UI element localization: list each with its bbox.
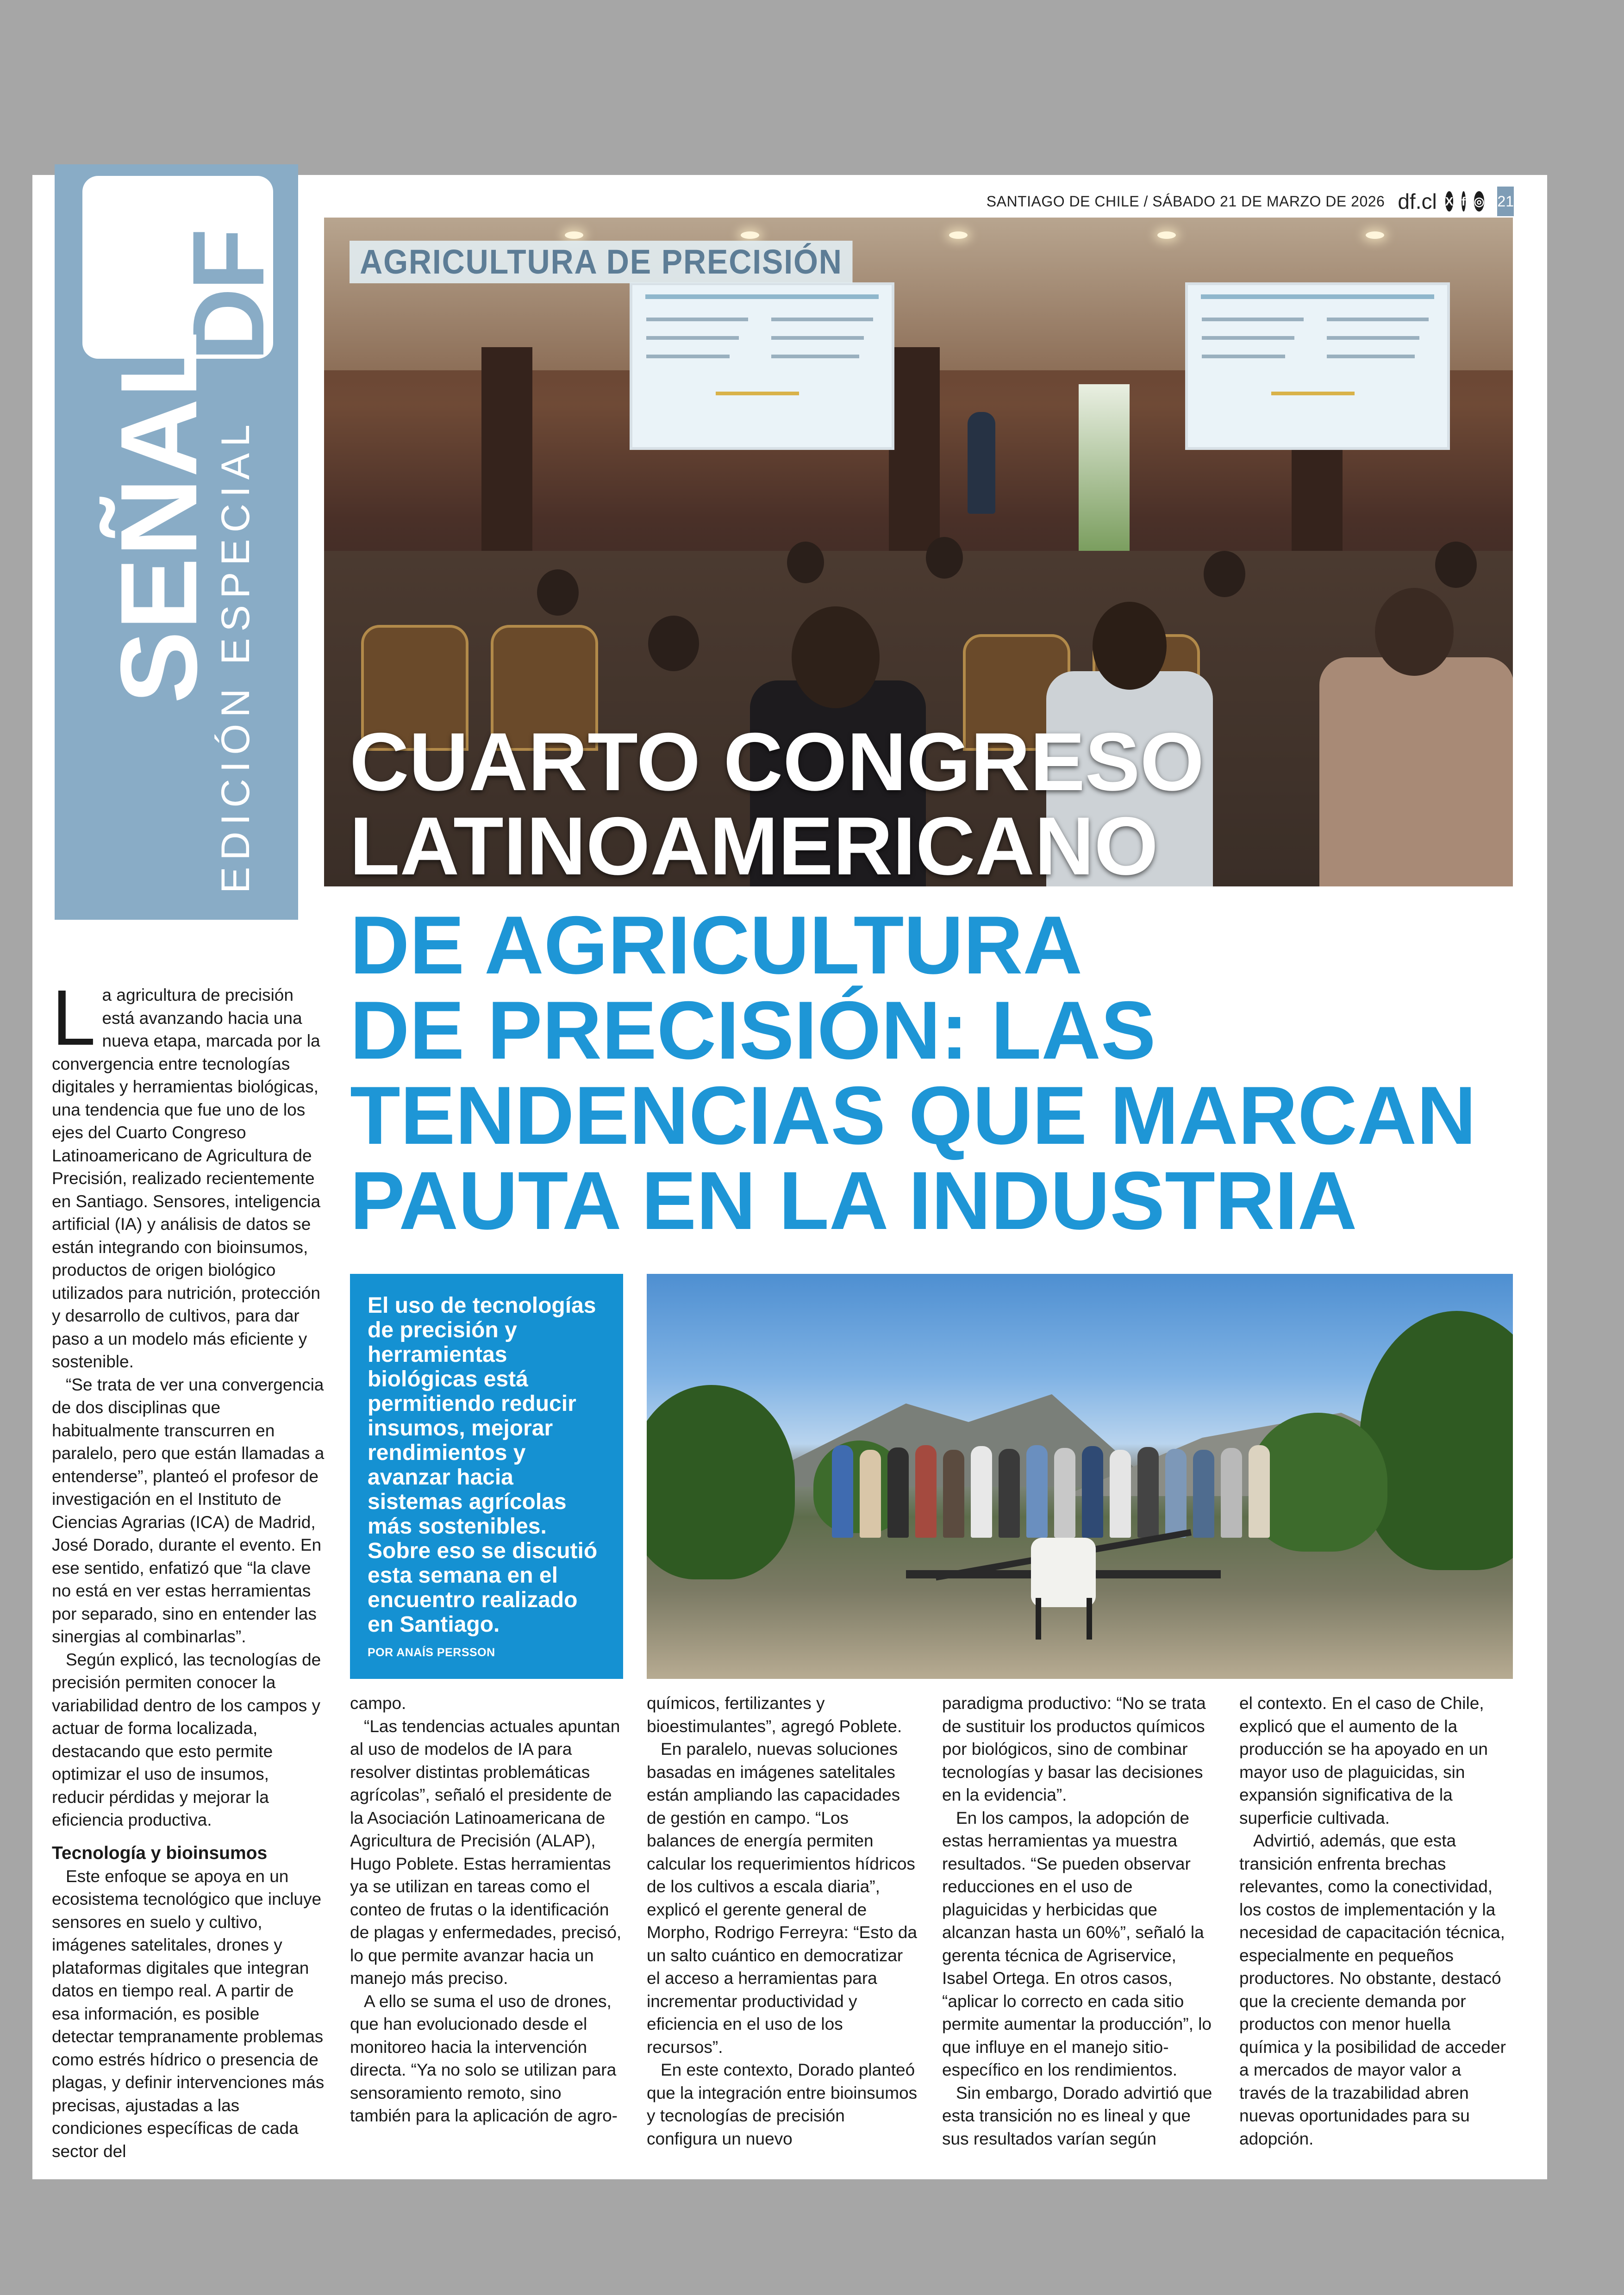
article-paragraph: campo. [350, 1694, 406, 1713]
attendee-head [1204, 551, 1245, 597]
article-column-3 [647, 1692, 920, 2150]
orchard-tree [1360, 1311, 1513, 1570]
group-member [971, 1446, 992, 1538]
ceiling-lamp [741, 231, 759, 239]
drone-leg [1036, 1598, 1041, 1640]
group-member [1054, 1448, 1075, 1538]
article-paragraph: Sin embargo, Dorado advirtió que esta transición no es lineal y que sus resultados varían según [942, 2083, 1212, 2148]
article-paragraph: químicos, fertilizantes y bioestimulantes”, agregó Poblete. [647, 1694, 902, 1736]
group-member [1193, 1450, 1214, 1538]
article-paragraph: el contexto. En el caso de Chile, explicó que el aumento de la producción se ha apoyado en un mayor uso de plaguicidas, sin expansión significativa de la superficie cultivada. [1239, 1694, 1488, 1827]
group-member [1110, 1450, 1131, 1538]
article-paragraph: “Las tendencias actuales apuntan al uso de modelos de IA para resolver distintas problemáticas agrícolas”, señaló el presidente de la Asociación Latinoamericana de Agricultura de Precisión (ALAP), Hugo Poblete. Estas herramientas ya se utilizan en tareas como el conteo de frutas o la identificación de plagas y enfermedades, precisó, lo que permite avanzar hacia un manejo más preciso. [350, 1716, 622, 1988]
article-column-5 [1239, 1692, 1512, 2150]
ceiling-lamp [949, 231, 968, 239]
hero-title-line: CUARTO CONGRESO [350, 716, 1205, 808]
attendee-head [792, 606, 880, 708]
article-paragraph: En paralelo, nuevas soluciones basadas en imágenes satelitales están ampliando las capacidades de gestión en campo. “Los balances de energía permiten calcular los requerimientos hídricos de los cultivos a escala diaria”, explicó el gerente general de Morpho, Rodrigo Ferreyra: “Esto da un salto cuántico en democratizar el acceso a herramientas para incrementar productividad y eficiencia en el uso de los recursos”. [647, 1740, 918, 2057]
headline [350, 899, 1517, 1247]
group-member [887, 1447, 909, 1538]
article-column-4 [942, 1692, 1215, 2150]
summary-box [350, 1274, 623, 1679]
attendee-head [1093, 602, 1167, 690]
projection-screen-right [1185, 282, 1450, 450]
byline: POR ANAÍS PERSSON [368, 1646, 495, 1659]
hero-title-line: LATINOAMERICANO [350, 800, 1158, 886]
group-member [999, 1449, 1020, 1538]
hero-photo [324, 218, 1513, 886]
attendee-head [926, 537, 963, 579]
ceiling-lamp [1157, 231, 1176, 239]
attendee-head [1435, 542, 1477, 588]
attendee-head [537, 569, 579, 616]
dateline: SANTIAGO DE CHILE / SÁBADO 21 DE MARZO DE 2026 [986, 193, 1385, 210]
group-member [1082, 1446, 1103, 1538]
section-kicker: AGRICULTURA DE PRECISIÓN [350, 241, 853, 283]
drone-leg [1087, 1598, 1092, 1640]
article-paragraph: En este contexto, Dorado planteó que la integración entre bioinsumos y tecnologías de precisión configura un nuevo [647, 2060, 918, 2148]
attendee-head [1375, 588, 1454, 676]
group-member [860, 1450, 881, 1538]
headline-line: TENDENCIAS QUE MARCAN [350, 1069, 1476, 1161]
group-member [1026, 1445, 1048, 1538]
summary-text: El uso de tecnologías de precisión y herramientas biológicas está permitiendo reducir insumos, mejorar rendimientos y avanzar hacia sistemas agrícolas más sostenibles. Sobre eso se discutió esta semana en el encuentro realizado en Santiago. [368, 1293, 598, 1637]
page-number: 21 [1497, 187, 1514, 216]
article-paragraph: Según explicó, las tecnologías de precisión permiten conocer la variabilidad dentro de los campos y actuar de forma localizada, destacando que esto permite optimizar el uso de insumos, reducir pérdidas y mejorar la eficiencia productiva. [52, 1650, 321, 1829]
attendee-head [648, 616, 699, 671]
article-column-1 [52, 974, 325, 2163]
facebook-icon[interactable]: f [1462, 191, 1466, 212]
article-paragraph: Advirtió, además, que esta transición enfrenta brechas relevantes, como la conectividad, los costos de implementación y la necesidad de capacitación técnica, especialmente en pequeños productores. No obstante, destacó que la creciente demanda por productos con menor huella química y la posibilidad de acceder a mercados de mayor valor a través de la trazabilidad abren nuevas oportunidades para su adopción. [1239, 1831, 1506, 2148]
group-member [1249, 1445, 1270, 1538]
article-paragraph: A ello se suma el uso de drones, que han evolucionado desde el monitoreo hacia la intervención directa. “Ya no solo se utilizan para sensoramiento remoto, sino también para la aplicación de agro- [350, 1991, 618, 2125]
article-paragraph [52, 974, 325, 1373]
article-paragraph: paradigma productivo: “No se trata de sustituir los productos químicos por biológicos, sino de combinar tecnologías y basar las decisiones en la evidencia”. [942, 1694, 1206, 1804]
headline-line: DE AGRICULTURA [350, 899, 1083, 991]
page-header [986, 185, 1514, 218]
hero-title [350, 716, 1498, 886]
article-paragraph: “Se trata de ver una convergencia de dos disciplinas que habitualmente transcurren en paralelo, pero que están llamadas a entenderse”, planteó el profesor de investigación en el Instituto de Ciencias Agrarias (ICA) de Madrid, José Dorado, durante el evento. En ese sentido, enfatizó que “la clave no está en ver estas herramientas por separado, sino en entender las sinergias al combinarlas”. [52, 1375, 325, 1646]
article-paragraph: Este enfoque se apoya en un ecosistema tecnológico que incluye sensores en suelo y cultivo, imágenes satelitales, drones y plataformas digitales que integran datos en tiempo real. A partir de esa información, es posible detectar tempranamente problemas como estrés hídrico o presencia de plagas, y definir intervenciones más precisas, ajustadas a las condiciones específicas de cada sector del [52, 1866, 325, 2161]
site-name[interactable]: df.cl [1398, 189, 1437, 213]
group-member [1165, 1449, 1187, 1538]
df-logo: DF [171, 231, 285, 362]
speaker [968, 412, 995, 514]
x-icon[interactable]: X [1445, 191, 1453, 212]
subhead: Tecnología y bioinsumos [52, 1843, 268, 1863]
headline-line: DE PRECISIÓN: LAS [350, 984, 1156, 1076]
headline-line: PAUTA EN LA INDUSTRIA [350, 1154, 1357, 1247]
field-photo [647, 1274, 1513, 1679]
article-column-2 [350, 1692, 623, 2127]
instagram-icon[interactable]: ◎ [1474, 191, 1485, 212]
masthead-subtitle: EDICIÓN ESPECIAL [213, 418, 258, 893]
attendee-head [787, 542, 824, 583]
ceiling-lamp [565, 231, 583, 239]
masthead-title: SEÑAL [98, 330, 219, 704]
article-paragraph: En los campos, la adopción de estas herramientas ya muestra resultados. “Se pueden observar reducciones en el uso de plaguicidas y herbicidas que alcanzan hasta un 60%”, señaló la gerenta técnica de Agriservice, Isabel Ortega. En otros casos, “aplicar lo correcto en cada sitio permite aumentar la producción”, lo que influye en el manejo sitio-específico en los rendimientos. [942, 1808, 1212, 2079]
group-member [915, 1445, 937, 1538]
projection-screen-left [630, 282, 894, 450]
orchard-tree [647, 1385, 795, 1579]
group-member [943, 1450, 964, 1538]
paragraph-text: a agricultura de precisión está avanzando hacia una nueva etapa, marcada por la convergencia entre tecnologías digitales y herramientas biológicas, una tendencia que fue uno de los ejes del Cuarto Congreso Latinoamericano de Agricultura de Precisión, realizado recientemente en Santiago. Sensores, inteligencia artificial (IA) y análisis de datos se están integrando con bioinsumos, productos de origen biológico utilizados para nutrición, protección y desarrollo de cultivos, para dar paso a un modelo más eficiente y sostenible. [52, 985, 321, 1371]
group-member [832, 1445, 853, 1538]
ceiling-lamp [1366, 231, 1384, 239]
group-member [1137, 1447, 1159, 1538]
stage-banner [1079, 384, 1130, 551]
drone [1031, 1538, 1096, 1607]
group-member [1221, 1448, 1242, 1538]
drop-cap: L [52, 974, 96, 1062]
